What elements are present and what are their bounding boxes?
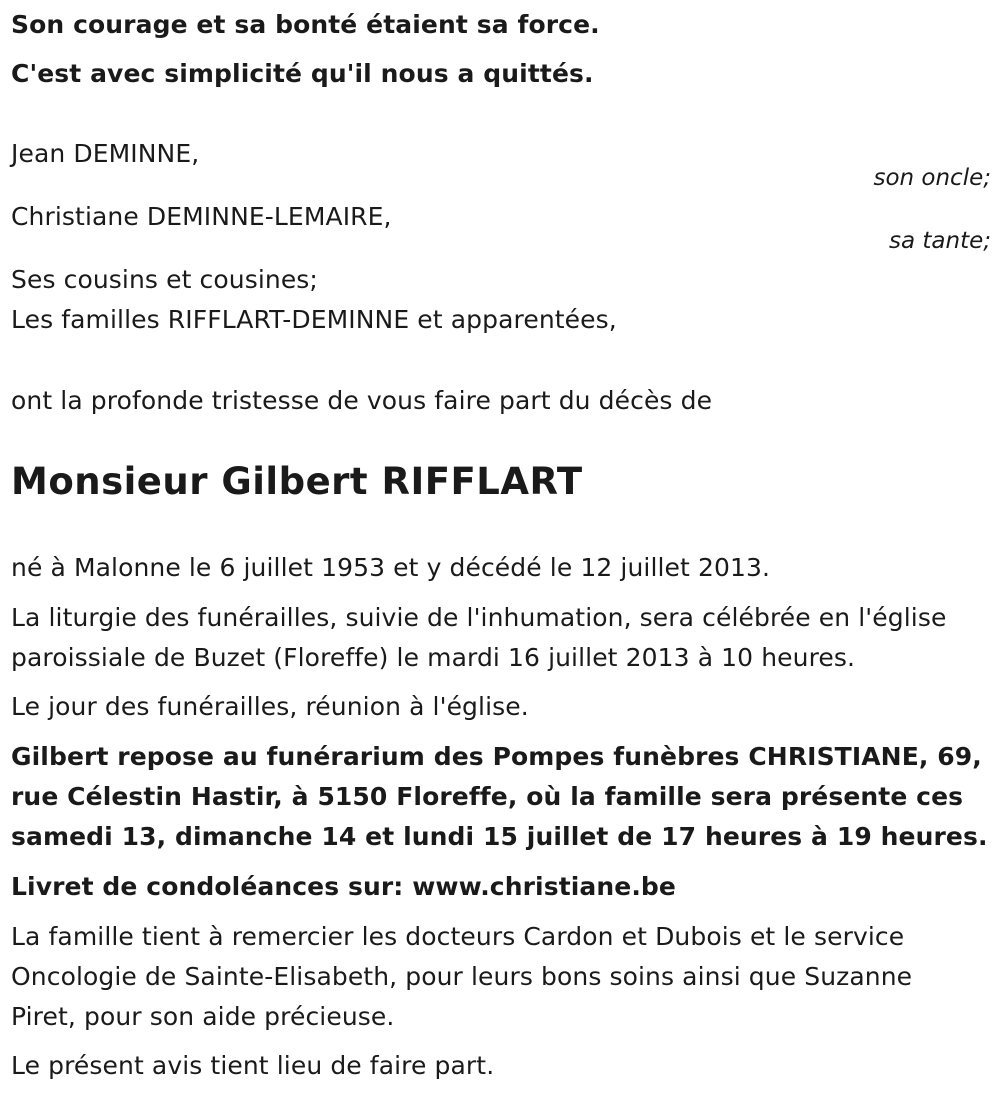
liturgy-text-line: La liturgie des funérailles, suivie de l'inhumation, sera célébrée en l'église <box>11 603 947 632</box>
family-cousins: Ses cousins et cousines; <box>11 265 318 294</box>
condolences-link-text: Livret de condoléances sur: www.christiane.be <box>11 872 676 901</box>
birth-death-dates: né à Malonne le 6 juillet 1953 et y décédé le 12 juillet 2013. <box>11 553 771 582</box>
quote-line-1: Son courage et sa bonté étaient sa force. <box>11 10 600 39</box>
family-relatives: Les familles RIFFLART-DEMINNE et apparentées, <box>11 305 617 334</box>
quote-line-2: C'est avec simplicité qu'il nous a quittés. <box>11 59 594 88</box>
family-member-name: Christiane DEMINNE-LEMAIRE, <box>11 202 392 231</box>
family-member-relation: sa tante; <box>889 228 991 254</box>
thanks-text-line: Oncologie de Sainte-Elisabeth, pour leurs bons soins ainsi que Suzanne <box>11 962 913 991</box>
repose-text-line: Gilbert repose au funérarium des Pompes funèbres CHRISTIANE, 69, <box>11 742 982 771</box>
repose-text-line: samedi 13, dimanche 14 et lundi 15 juillet de 17 heures à 19 heures. <box>11 822 988 851</box>
repose-text-line: rue Célestin Hastir, à 5150 Floreffe, où la famille sera présente ces <box>11 782 964 811</box>
thanks-text-line: Piret, pour son aide précieuse. <box>11 1002 395 1031</box>
family-member-name: Jean DEMINNE, <box>11 139 200 168</box>
notice-text: Le présent avis tient lieu de faire part. <box>11 1051 495 1080</box>
family-member-relation: son oncle; <box>873 165 991 191</box>
deceased-name: Monsieur Gilbert RIFFLART <box>11 460 583 503</box>
thanks-text-line: La famille tient à remercier les docteurs Cardon et Dubois et le service <box>11 922 905 951</box>
liturgy-text-line: paroissiale de Buzet (Floreffe) le mardi 16 juillet 2013 à 10 heures. <box>11 643 856 672</box>
meeting-text: Le jour des funérailles, réunion à l'église. <box>11 692 529 721</box>
announcement-text: ont la profonde tristesse de vous faire part du décès de <box>11 386 713 415</box>
